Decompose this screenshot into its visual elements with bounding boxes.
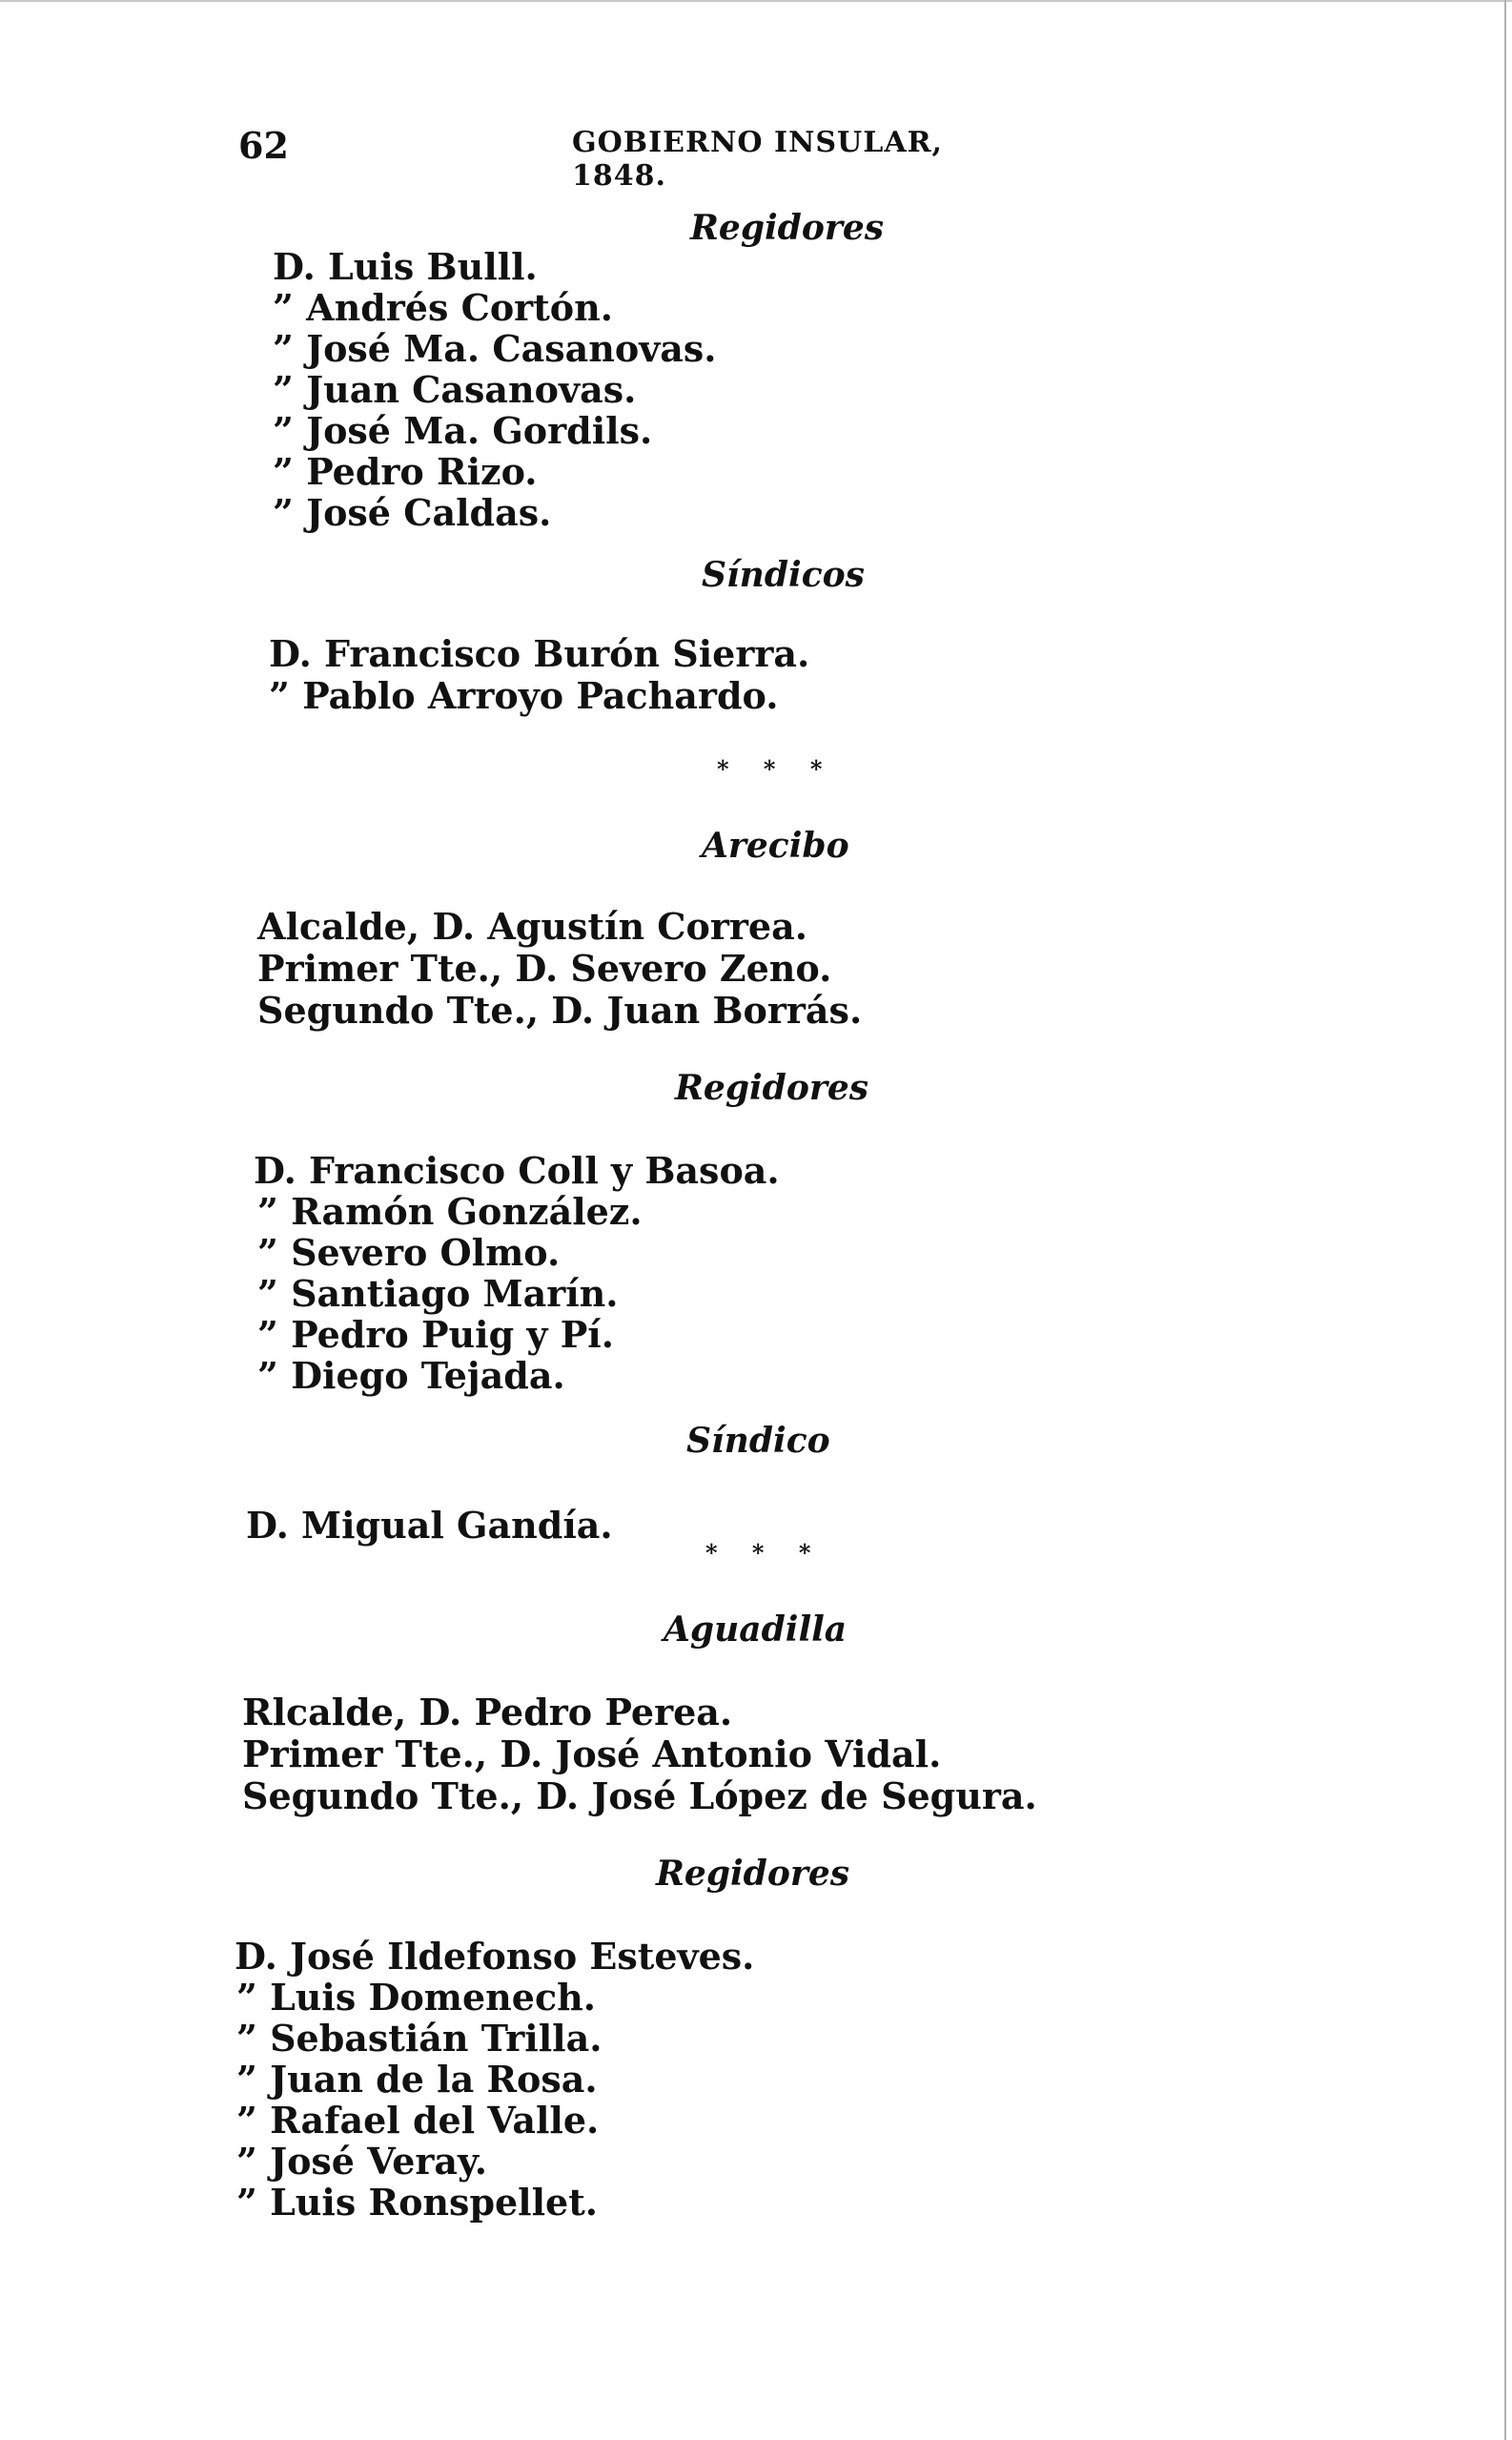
scan-edge-top xyxy=(0,0,1512,2)
list-item: ” Luis Ronspellet. xyxy=(236,2181,599,2224)
list-item: ” Pedro Rizo. xyxy=(273,450,538,493)
heading-regidores-1: Regidores xyxy=(690,208,884,248)
list-item: ” Luis Domenech. xyxy=(236,1976,596,2019)
list-item: ” Juan de la Rosa. xyxy=(236,2058,598,2101)
running-title: GOBIERNO INSULAR, 1848. xyxy=(572,126,943,193)
list-item: ” Andrés Cortón. xyxy=(273,286,613,329)
heading-aguadilla: Aguadilla xyxy=(664,1610,848,1650)
official-line: Segundo Tte., D. Juan Borrás. xyxy=(257,989,863,1032)
list-item: ” José Veray. xyxy=(236,2140,487,2183)
separator-stars: * * * xyxy=(717,755,836,783)
list-item: ” Ramón González. xyxy=(257,1190,643,1233)
heading-regidores-2: Regidores xyxy=(675,1068,868,1108)
list-item: D. Francisco Coll y Basoa. xyxy=(254,1149,780,1192)
list-item: ” Pablo Arroyo Pachardo. xyxy=(269,674,779,717)
list-item: ” Santiago Marín. xyxy=(257,1272,619,1315)
heading-arecibo: Arecibo xyxy=(702,826,849,866)
list-item: D. Migual Gandía. xyxy=(246,1504,613,1547)
list-item: ” José Ma. Gordils. xyxy=(273,409,653,452)
official-line: Alcalde, D. Agustín Correa. xyxy=(257,905,807,948)
list-item: D. José Ildefonso Esteves. xyxy=(235,1935,755,1978)
list-item: ” Pedro Puig y Pí. xyxy=(257,1313,614,1356)
official-line: Primer Tte., D. José Antonio Vidal. xyxy=(242,1733,942,1775)
heading-sindico: Síndico xyxy=(686,1421,830,1461)
heading-regidores-3: Regidores xyxy=(656,1854,849,1894)
list-item: D. Francisco Burón Sierra. xyxy=(269,632,810,675)
official-line: Rlcalde, D. Pedro Perea. xyxy=(242,1691,733,1733)
list-item: D. Luis Bulll. xyxy=(273,245,538,288)
list-item: ” José Ma. Casanovas. xyxy=(273,327,717,370)
list-item: ” José Caldas. xyxy=(273,491,552,534)
official-line: Segundo Tte., D. José López de Segura. xyxy=(242,1774,1037,1817)
separator-stars: * * * xyxy=(705,1539,825,1567)
list-item: ” Rafael del Valle. xyxy=(236,2099,600,2142)
page-header xyxy=(238,124,1020,193)
page-number: 62 xyxy=(238,124,289,167)
official-line: Primer Tte., D. Severo Zeno. xyxy=(257,947,832,990)
list-item: ” Severo Olmo. xyxy=(257,1231,561,1274)
list-item: ” Diego Tejada. xyxy=(257,1354,565,1397)
list-item: ” Sebastián Trilla. xyxy=(236,2017,603,2060)
list-item: ” Juan Casanovas. xyxy=(273,368,637,411)
scan-edge-right xyxy=(1504,0,1506,2440)
heading-sindicos: Síndicos xyxy=(702,555,865,595)
